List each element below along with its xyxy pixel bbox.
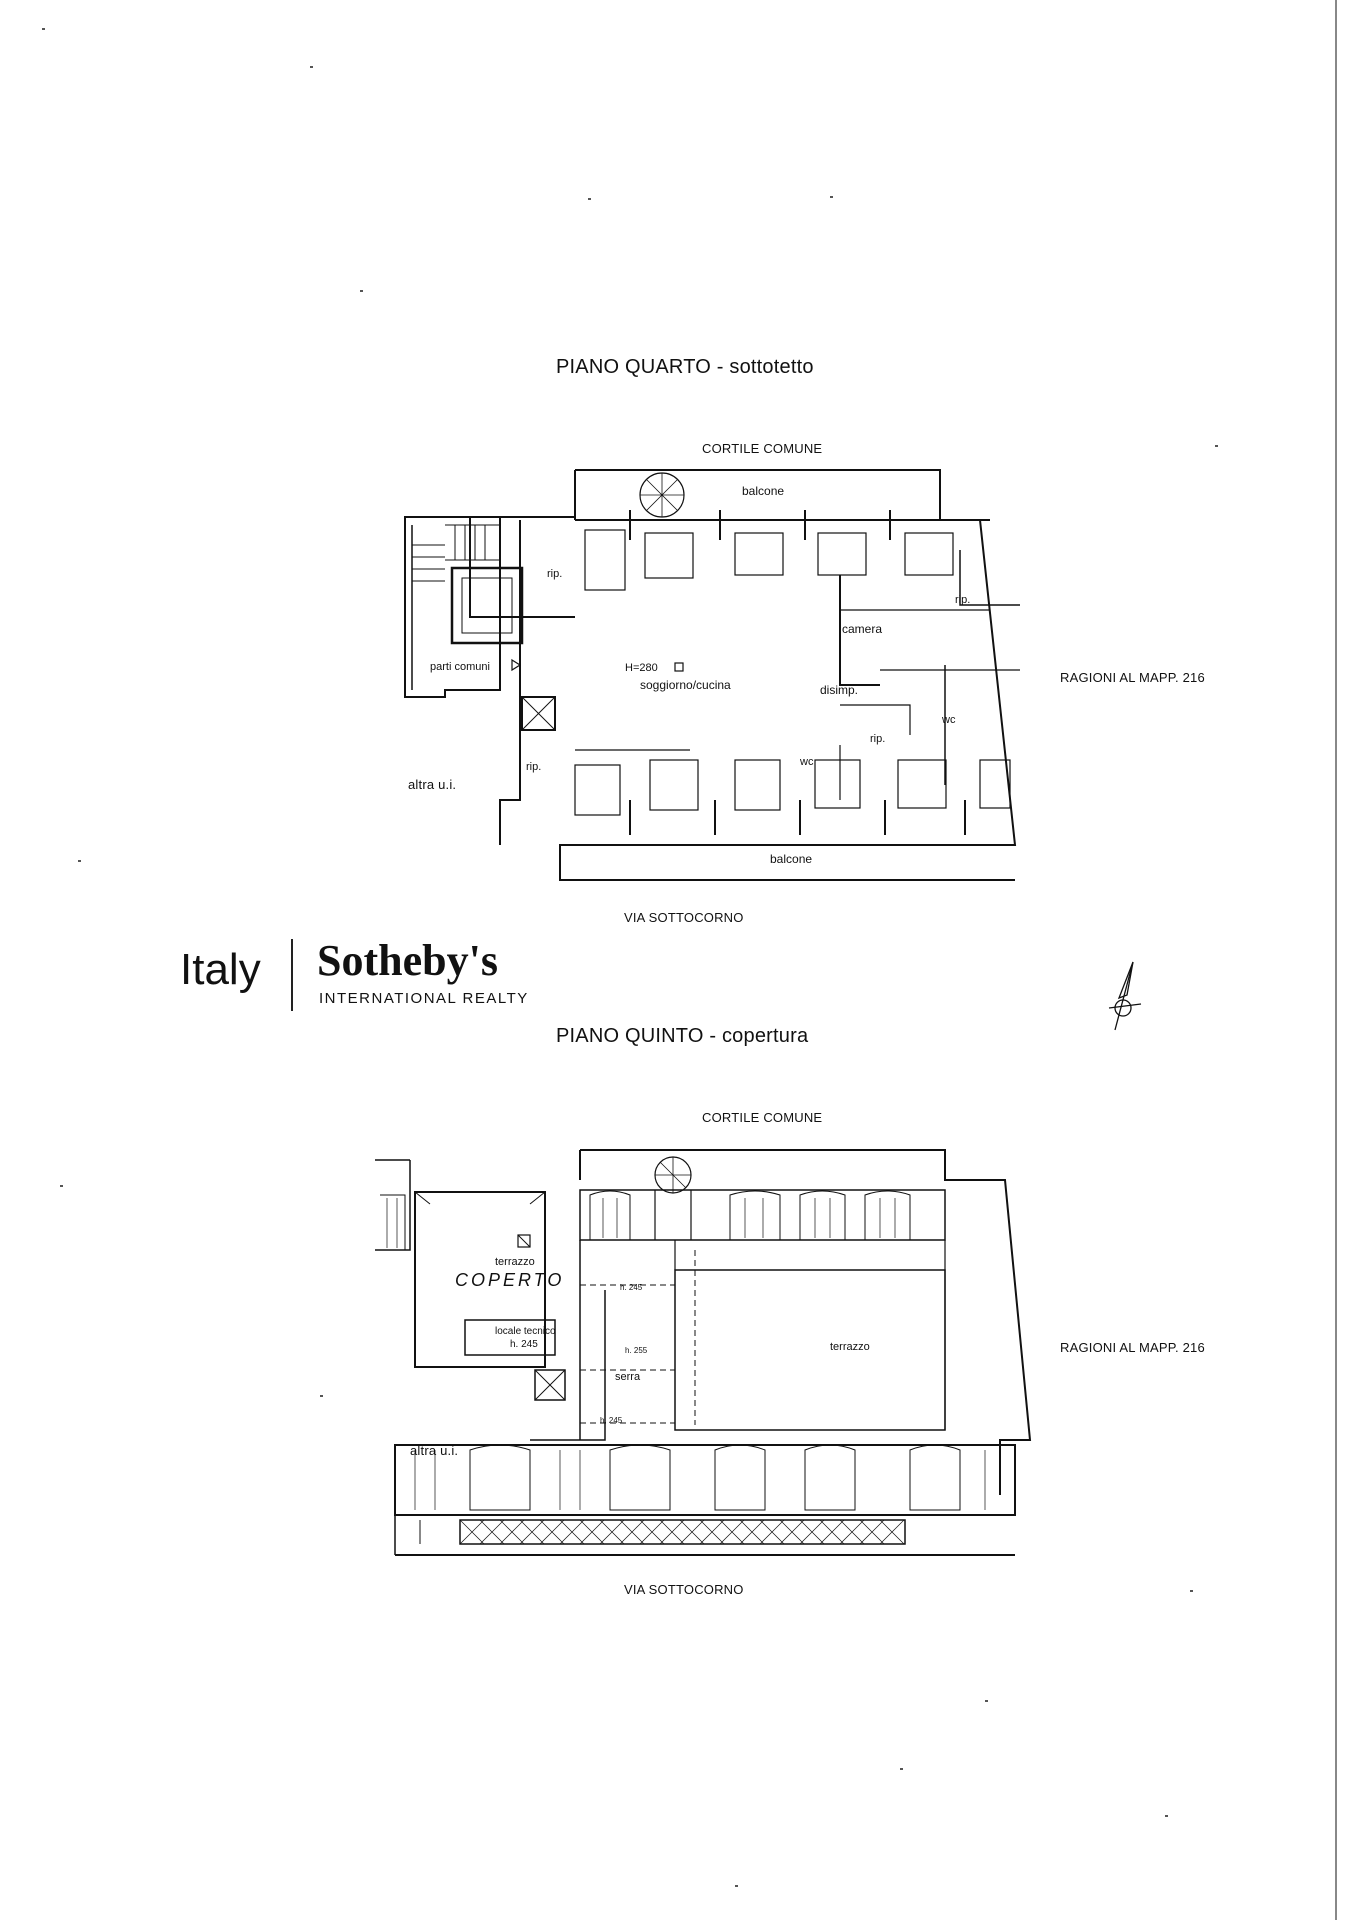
room-wc-mid: wc [800, 756, 814, 768]
scan-speck [60, 1185, 63, 1187]
scan-speck [42, 28, 45, 30]
logo-divider [291, 939, 293, 1011]
plan-bottom-east-label: RAGIONI AL MAPP. 216 [1060, 1340, 1205, 1355]
room-height: H=280 [625, 662, 658, 674]
scan-speck [320, 1395, 323, 1397]
room-parti-comuni: parti comuni [430, 661, 490, 673]
plan-bottom-title: PIANO QUINTO - copertura [556, 1025, 809, 1047]
scan-speck [310, 66, 313, 68]
scan-speck [1215, 445, 1218, 447]
scan-speck [900, 1768, 903, 1770]
scan-speck [985, 1700, 988, 1702]
room-wc-right: wc [942, 714, 956, 726]
logo-region: Italy [180, 945, 261, 994]
room-terrazzo: terrazzo [830, 1341, 870, 1353]
logo-subtitle: INTERNATIONAL REALTY [319, 990, 529, 1007]
room-balcone-north: balcone [742, 484, 785, 498]
room-disimp: disimp. [820, 683, 859, 697]
scan-speck [588, 198, 591, 200]
plan-top-title: PIANO QUARTO - sottotetto [556, 356, 814, 378]
room-h245-bottom: h. 245 [600, 1416, 623, 1425]
room-terrazzo-coperto-hand: COPERTO [455, 1270, 565, 1290]
room-h245-top: h. 245 [620, 1283, 643, 1292]
room-terrazzo-coperto-typed: terrazzo [495, 1256, 535, 1268]
room-camera: camera [842, 622, 883, 636]
room-rip-lower-left: rip. [526, 761, 542, 773]
plan-bottom-south-label: VIA SOTTOCORNO [624, 1582, 744, 1597]
room-rip-left: rip. [547, 568, 563, 580]
north-arrow-icon [1105, 960, 1145, 1040]
scan-speck [735, 1885, 738, 1887]
room-locale-tecnico: locale tecnico [495, 1326, 556, 1337]
scan-speck [1190, 1590, 1193, 1592]
room-locale-tecnico-h: h. 245 [510, 1339, 538, 1350]
plan-bottom-drawing [375, 1140, 1035, 1570]
scan-speck [1165, 1815, 1168, 1817]
scan-speck [78, 860, 81, 862]
plan-bottom-west-label: altra u.i. [410, 1443, 459, 1458]
logo-brand: Sotheby's [317, 936, 498, 985]
plan-top-drawing [400, 465, 1040, 890]
sothebys-logo [180, 935, 540, 1015]
plan-top-west-label: altra u.i. [408, 777, 457, 792]
plan-top-east-label: RAGIONI AL MAPP. 216 [1060, 670, 1205, 685]
page-edge-line [1335, 0, 1337, 1920]
room-serra: serra [615, 1371, 641, 1383]
room-soggiorno: soggiorno/cucina [640, 678, 731, 692]
plan-bottom-north-label: CORTILE COMUNE [702, 1110, 823, 1125]
room-h255: h. 255 [625, 1346, 648, 1355]
room-balcone-south: balcone [770, 852, 813, 866]
room-rip-right: rip. [955, 594, 971, 606]
scan-speck [360, 290, 363, 292]
plan-top-north-label: CORTILE COMUNE [702, 441, 823, 456]
room-rip-mid: rip. [870, 733, 886, 745]
scan-speck [830, 196, 833, 198]
plan-top-south-label: VIA SOTTOCORNO [624, 910, 744, 925]
